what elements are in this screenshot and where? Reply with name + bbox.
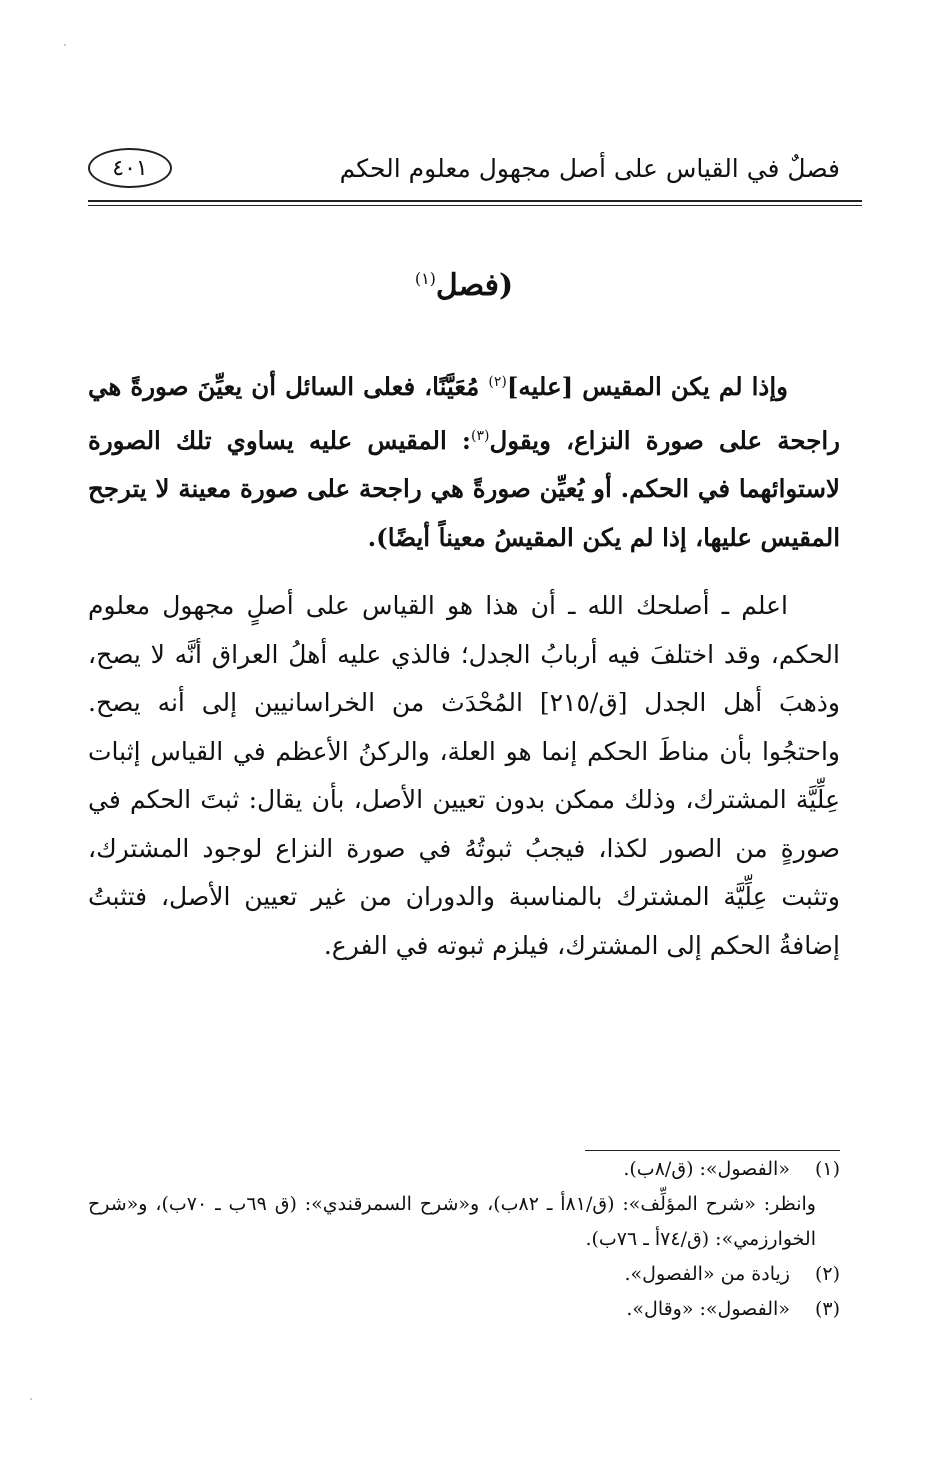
para1-part2: مُعَيَّنًا، فعلى السائل أن يعيِّنَ صورةً هي راجحة على صورة النزاع، ويقول — [88, 372, 840, 455]
footnote-1 — [88, 1152, 840, 1187]
footnote-2 — [88, 1257, 840, 1292]
footnote-ref-2: (٢) — [488, 374, 507, 390]
footnote-3 — [88, 1292, 840, 1327]
scan-speck — [64, 44, 66, 46]
page-number: ٤٠١ — [88, 148, 172, 188]
footnote-1-continuation: وانظر: «شرح المؤلِّف»: (ق/٨١أ ـ ٨٢ب)، و«شرح السمرقندي»: (ق ٦٩ب ـ ٧٠ب)، و«شرح الخوارزمي»: (ق/٧٤أ ـ ٧٦ب). — [88, 1193, 816, 1250]
header-rule — [88, 200, 862, 202]
footnote-number: (١) — [814, 1158, 840, 1180]
section-title-text: (فصل — [435, 268, 514, 303]
footnote-separator — [585, 1150, 840, 1151]
footnotes — [88, 1152, 840, 1327]
para1-part1: وإذا لم يكن المقيس [عليه] — [506, 372, 788, 402]
running-header — [88, 140, 840, 196]
footnote-ref-3: (٣) — [470, 427, 490, 444]
footnote-text: زيادة من «الفصول». — [624, 1263, 790, 1285]
footnote-text: «الفصول»: «وقال». — [626, 1298, 790, 1320]
section-title — [0, 268, 928, 303]
main-text — [88, 358, 840, 970]
para1-part3: : المقيس عليه يساوي تلك الصورة لاستوائهما في الحكم. أو يُعيِّن صورةً هي راجحة على صورة معينة لا يترجح المقيس عليها، إذا لم يكن المقيسُ معيناً أيضًا). — [88, 425, 840, 552]
footnote-number: (٢) — [814, 1263, 840, 1285]
scan-speck — [30, 1398, 32, 1400]
footnote-text: «الفصول»: (ق/٨ب). — [623, 1158, 790, 1180]
footnote-ref-1: (١) — [414, 269, 436, 288]
footnote-number: (٣) — [814, 1298, 840, 1320]
paragraph-commentary: اعلم ـ أصلحك الله ـ أن هذا هو القياس على أصلٍ مجهول معلوم الحكم، وقد اختلفَ فيه أربابُ الجدل؛ فالذي عليه أهلُ العراق أنَّه لا يصح، وذهبَ أهل الجدل [ق/٢١٥] المُحْدَث من الخراسانيين إلى أنه يصح. واحتجُوا بأن مناطَ الحكم إنما هو العلة، والركنُ الأعظم في القياس إثبات عِلِّيَّة المشترك، وذلك ممكن بدون تعيين الأصل، بأن يقال: ثبتَ الحكم في صورةٍ من الصور لكذا، فيجبُ ثبوتُهُ في صورة النزاع لوجود المشترك، وتثبت عِلِّيَّة المشترك بالمناسبة والدوران من غير تعيين الأصل، فتثبتُ إضافةُ الحكم إلى المشترك، فيلزم ثبوته في الفرع. — [88, 591, 840, 960]
header-rule-thin — [88, 205, 862, 206]
running-title: فصلٌ في القياس على أصل مجهول معلوم الحكم — [339, 153, 840, 183]
paragraph-quoted-text — [88, 358, 840, 562]
